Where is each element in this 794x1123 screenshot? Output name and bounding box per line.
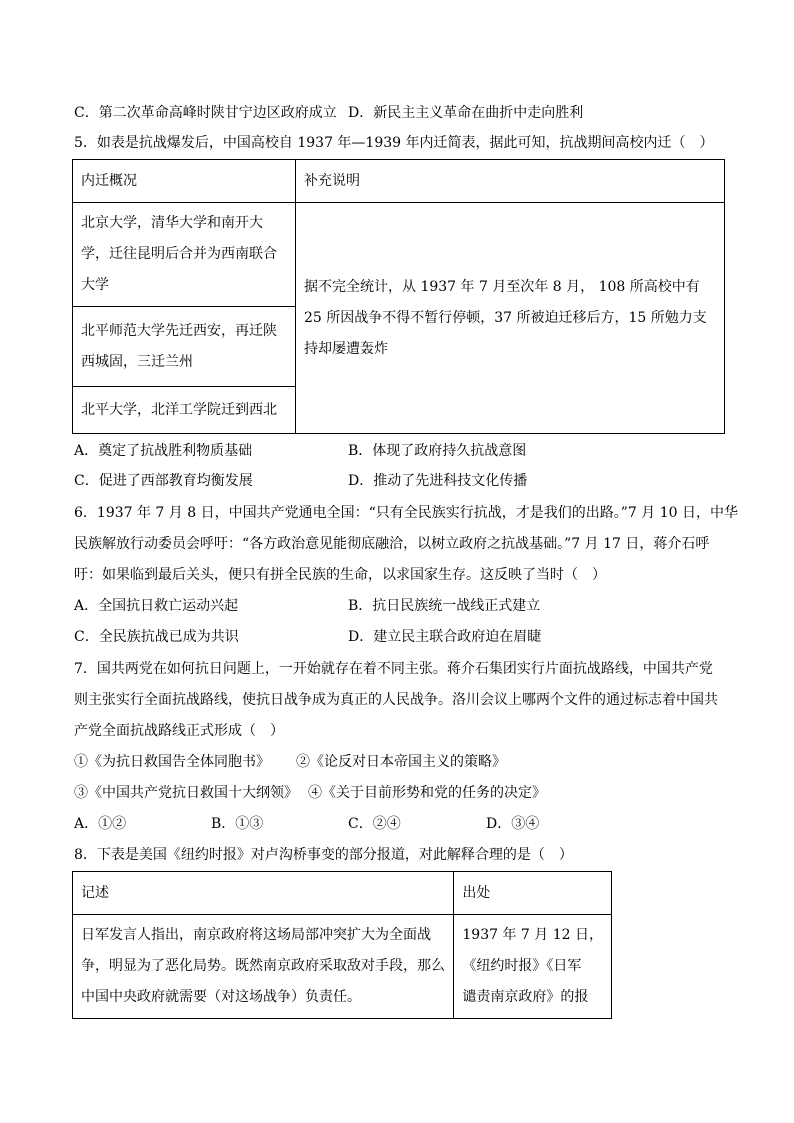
q5-option-d: D．推动了先进科技文化传播: [348, 473, 528, 489]
q5-table: [72, 159, 725, 434]
q7-option-b: B．①③: [211, 816, 264, 832]
option-d-prev: D．新民主主义革命在曲折中走向胜利: [348, 105, 584, 121]
q5-header-col1: 内迁概况: [73, 160, 296, 203]
q7-item-2: ②《论反对日本帝国主义的策略》: [296, 754, 506, 770]
q8-record: [73, 915, 454, 1019]
q5-note-text: 据不完全统计，从 1937 年 7 月至次年 8 月， 108 所高校中有 25 所因战争不得不暂行停顿，37 所被迫迁移后方，15 所勉力支持却屡遭轰炸: [304, 278, 707, 357]
q7-stem-line1: 7．国共两党在如何抗日问题上，一开始就存在着不同主张。蒋介石集团实行片面抗战路线，中国共产党: [74, 661, 713, 677]
q6-option-c: C．全民族抗战已成为共识: [74, 629, 239, 645]
q7-item-1: ①《为抗日救国告全体同胞书》: [74, 754, 270, 770]
q5-option-c: C．促进了西部教育均衡发展: [74, 473, 253, 489]
q5-row2-text: 北平师范大学先迁西安，再迁陕西城固，三迁兰州: [81, 322, 277, 370]
q8-stem: 8．下表是美国《纽约时报》对卢沟桥事变的部分报道，对此解释合理的是（ ）: [74, 847, 573, 863]
q7-option-d: D．③④: [486, 816, 540, 832]
q5-row1: [73, 203, 296, 307]
q7-option-c: C．②④: [348, 816, 401, 832]
q8-header-record: 记述: [73, 872, 454, 915]
q7-item-4: ④《关于目前形势和党的任务的决定》: [308, 785, 546, 801]
q5-row1-text: 北京大学，清华大学和南开大学，迁往昆明后合并为西南联合大学: [81, 215, 277, 293]
q7-option-a: A．①②: [74, 816, 127, 832]
q5-row3: [73, 387, 296, 434]
q8-record-line2: 争，明显为了恶化局势。既然南京政府采取敌对手段，那么: [81, 958, 445, 974]
q6-option-d: D．建立民主联合政府迫在眉睫: [348, 629, 542, 645]
q5-note: [296, 203, 725, 434]
q5-header-col2: 补充说明: [296, 160, 725, 203]
q8-table: [72, 871, 612, 1019]
q6-stem-line1: 6．1937 年 7 月 8 日，中国共产党通电全国：“只有全民族实行抗战，才是我们的出路。”7 月 10 日，中华: [74, 505, 738, 521]
q8-source-line2: 《纽约时报》《日军: [462, 958, 582, 974]
q5-option-b: B．体现了政府持久抗战意图: [348, 443, 527, 459]
q8-record-line1: 日军发言人指出，南京政府将这场局部冲突扩大为全面战: [81, 927, 431, 943]
q7-stem-line2: 则主张实行全面抗战路线，使抗日战争成为真正的人民战争。洛川会议上哪两个文件的通过标志着中国共: [74, 692, 718, 708]
q6-option-b: B．抗日民族统一战线正式建立: [348, 598, 541, 614]
q6-stem-line3: 吁：如果临到最后关头，便只有拼全民族的生命，以求国家生存。这反映了当时（ ）: [74, 567, 606, 583]
q7-stem-line3: 产党全面抗战路线正式形成（ ）: [74, 723, 284, 739]
q8-record-line3: 中国中央政府就需要（对这场战争）负责任。: [81, 989, 361, 1005]
q5-option-a: A．奠定了抗战胜利物质基础: [74, 443, 253, 459]
q8-source-line3: 谴责南京政府》的报: [462, 989, 589, 1005]
q8-source-line1: 1937 年 7 月 12 日，: [462, 927, 603, 943]
option-c-prev: C．第二次革命高峰时陕甘宁边区政府成立: [74, 105, 337, 121]
q6-option-a: A．全国抗日救亡运动兴起: [74, 598, 239, 614]
q8-header-source: 出处: [454, 872, 612, 915]
q7-item-3: ③《中国共产党抗日救国十大纲领》: [74, 785, 298, 801]
q8-source: [454, 915, 612, 1019]
q5-row2: [73, 307, 296, 387]
q6-stem-line2: 民族解放行动委员会呼吁：“各方政治意见能彻底融洽，以树立政府之抗战基础。”7 月 17 日，蒋介石呼: [74, 536, 710, 552]
q5-row3-text: 北平大学，北洋工学院迁到西北: [81, 401, 277, 418]
q5-stem: 5．如表是抗战爆发后，中国高校自 1937 年—1939 年内迁简表，据此可知，抗战期间高校内迁（ ）: [74, 135, 714, 151]
